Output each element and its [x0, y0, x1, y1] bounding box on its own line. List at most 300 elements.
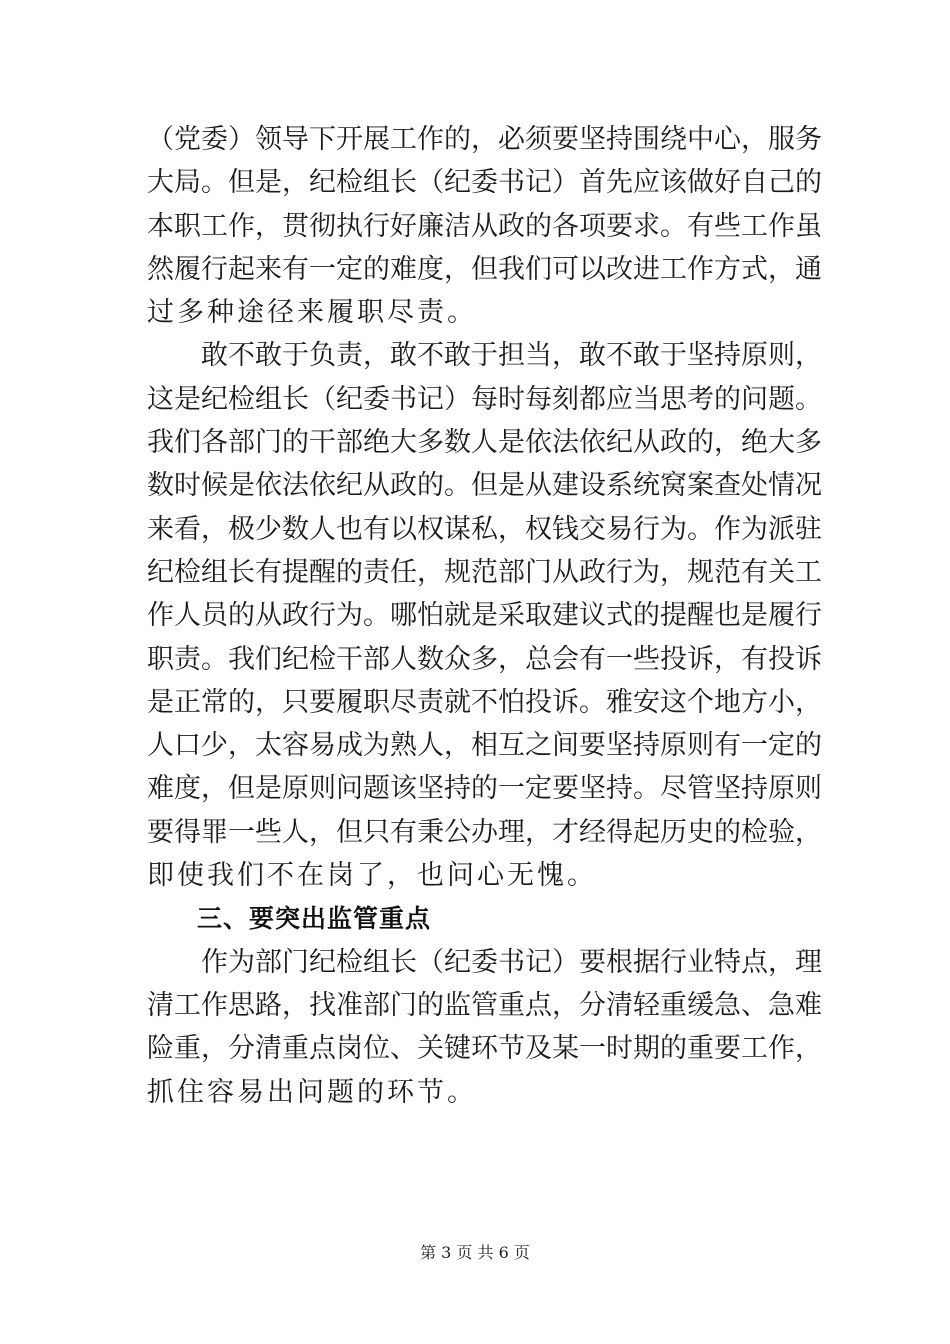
text-char: 是 [174, 383, 201, 415]
text-char: 做 [687, 167, 714, 199]
text-char: 难 [795, 989, 822, 1021]
text-char: 当 [525, 340, 552, 372]
text-char: 原 [741, 340, 768, 372]
text-char: 坚 [417, 773, 444, 805]
text-char: ， [498, 643, 525, 675]
text-char: 定 [336, 253, 363, 285]
text-char: 来 [147, 513, 174, 545]
text-char: 从 [255, 600, 282, 632]
text-char: 要 [579, 946, 606, 978]
text-char: 的 [795, 167, 822, 199]
text-char: 首 [579, 167, 606, 199]
text-char: 清 [606, 989, 633, 1021]
text-char: 。 [633, 773, 660, 805]
text-char: 多 [471, 643, 498, 675]
text-char: 持 [741, 773, 768, 805]
text-char: 坚 [579, 124, 606, 155]
text-char: 通 [795, 253, 822, 285]
text-char: 范 [471, 556, 498, 588]
text-char: 一 [309, 253, 336, 285]
text-char: 互 [498, 730, 525, 762]
text-char: 一 [606, 643, 633, 675]
text-char: 于 [660, 340, 687, 372]
text-char: 门 [282, 946, 309, 978]
text-char: ， [714, 427, 741, 459]
text-char: 敢 [444, 340, 471, 372]
text-char: 经 [579, 816, 606, 848]
text-char: 式 [606, 600, 633, 632]
text-char: 考 [687, 383, 714, 415]
text-char: 部 [363, 989, 390, 1021]
text-char: 每 [525, 383, 552, 415]
text-char: 要 [309, 686, 336, 718]
text-char: 组 [201, 556, 228, 588]
text-char: 依 [255, 470, 282, 502]
text-char: ） [552, 167, 579, 199]
text-char: 度 [417, 253, 444, 285]
text-char: 责 [336, 340, 363, 372]
text-char: 以 [579, 253, 606, 285]
text-char: 都 [579, 383, 606, 415]
text-char: 理 [795, 946, 822, 978]
text-char: 敢 [633, 340, 660, 372]
text-char: 法 [282, 470, 309, 502]
text-char: 从 [552, 556, 579, 588]
text-char: 刻 [552, 383, 579, 415]
text-char: 期 [633, 1033, 660, 1065]
text-char: 干 [336, 643, 363, 675]
text-line [147, 508, 822, 551]
text-char: 的 [417, 470, 444, 502]
text-char: 好 [390, 210, 417, 242]
text-char: 记 [417, 383, 444, 415]
text-char: 门 [390, 989, 417, 1021]
text-char: 驻 [795, 513, 822, 545]
text-char: （ [417, 167, 444, 199]
text-char: 太 [255, 730, 282, 762]
text-char: 之 [525, 730, 552, 762]
text-char: 要 [714, 1033, 741, 1065]
text-char: 方 [741, 686, 768, 718]
text-char: 熟 [390, 730, 417, 762]
section-heading: 三、要突出监管重点 [197, 904, 432, 934]
text-char: 工 [390, 124, 417, 155]
text-char: 行 [309, 600, 336, 632]
text-char: 组 [363, 167, 390, 199]
text-line [147, 941, 822, 984]
text-char: 的 [282, 427, 309, 459]
text-char: 。 [660, 210, 687, 242]
text-char: 政 [282, 600, 309, 632]
text-char: 部 [498, 556, 525, 588]
text-char: 有 [579, 643, 606, 675]
text-char: 履 [174, 253, 201, 285]
text-char: 哪 [390, 600, 417, 632]
text-char: 为 [363, 730, 390, 762]
text-char: 作 [228, 210, 255, 242]
text-line [147, 205, 822, 248]
text-char: 组 [363, 946, 390, 978]
text-char: 监 [444, 989, 471, 1021]
text-line [147, 594, 822, 637]
text-line: 过多种途径来履职尽责。 [147, 297, 477, 329]
text-char: 人 [471, 427, 498, 459]
text-char: ， [417, 556, 444, 588]
text-char: 执 [336, 210, 363, 242]
text-char: ， [309, 816, 336, 848]
text-char: 谋 [444, 513, 471, 545]
text-char: 则 [795, 773, 822, 805]
text-char: ， [525, 816, 552, 848]
text-char: 才 [552, 816, 579, 848]
text-char: 准 [336, 989, 363, 1021]
text-char: 轻 [633, 989, 660, 1021]
text-char: 先 [606, 167, 633, 199]
text-char: 纪 [309, 946, 336, 978]
text-char: 提 [660, 600, 687, 632]
text-char: 敢 [201, 340, 228, 372]
text-char: 思 [228, 989, 255, 1021]
text-char: 。 [444, 470, 471, 502]
text-char: 的 [336, 556, 363, 588]
text-char: 常 [201, 686, 228, 718]
text-char: 然 [147, 253, 174, 285]
text-char: 的 [444, 124, 471, 155]
text-char: 行 [795, 600, 822, 632]
text-char: 险 [147, 1033, 174, 1065]
text-char: 就 [444, 600, 471, 632]
text-char: 人 [147, 730, 174, 762]
text-char: 责 [363, 556, 390, 588]
text-char: 某 [552, 1033, 579, 1065]
text-char: 持 [444, 773, 471, 805]
text-char: 是 [471, 600, 498, 632]
text-char: 部 [228, 427, 255, 459]
text-char: 况 [795, 470, 822, 502]
paragraph-2 [147, 334, 822, 897]
text-char: 纪 [282, 643, 309, 675]
text-char: 则 [687, 730, 714, 762]
text-char: 少 [255, 513, 282, 545]
text-char: 诉 [687, 643, 714, 675]
text-char: 交 [579, 513, 606, 545]
text-char: 一 [579, 1033, 606, 1065]
text-line [147, 1027, 822, 1070]
text-char: 急 [768, 989, 795, 1021]
text-char: 长 [390, 946, 417, 978]
text-char: ， [444, 253, 471, 285]
text-char: 导 [282, 124, 309, 155]
text-line [147, 248, 822, 291]
text-char: 公 [444, 816, 471, 848]
text-char: 的 [417, 989, 444, 1021]
text-char: 政 [660, 427, 687, 459]
text-char: 项 [579, 210, 606, 242]
text-char: ， [363, 340, 390, 372]
text-char: 投 [660, 643, 687, 675]
text-char: 从 [525, 470, 552, 502]
text-char: 处 [741, 470, 768, 502]
text-char: 工 [174, 989, 201, 1021]
text-char: ， [282, 167, 309, 199]
text-char: 职 [174, 210, 201, 242]
text-char: 议 [579, 600, 606, 632]
text-line [147, 161, 822, 204]
text-char: 候 [201, 470, 228, 502]
text-char: 书 [498, 946, 525, 978]
text-char: 节 [498, 1033, 525, 1065]
text-char: 作 [714, 513, 741, 545]
text-char: 会 [552, 643, 579, 675]
text-char: 持 [606, 124, 633, 155]
text-char: 开 [336, 124, 363, 155]
text-char: 检 [228, 383, 255, 415]
text-char: 于 [282, 340, 309, 372]
text-char: 历 [660, 816, 687, 848]
text-char: 政 [498, 210, 525, 242]
text-char: 派 [768, 513, 795, 545]
text-char: 难 [390, 253, 417, 285]
text-char: 的 [471, 773, 498, 805]
text-char: 己 [768, 167, 795, 199]
text-char: 数 [282, 513, 309, 545]
text-char: 绕 [660, 124, 687, 155]
text-char: 起 [228, 253, 255, 285]
text-char: 规 [687, 556, 714, 588]
text-char: 有 [255, 556, 282, 588]
text-char: 书 [390, 383, 417, 415]
text-char: 负 [309, 340, 336, 372]
text-char: 坚 [714, 773, 741, 805]
text-char: 彻 [309, 210, 336, 242]
text-char: 部 [255, 946, 282, 978]
text-char: 行 [660, 946, 687, 978]
text-char: 相 [471, 730, 498, 762]
text-char: 罪 [201, 816, 228, 848]
text-char: 。 [795, 383, 822, 415]
text-char: 要 [579, 730, 606, 762]
text-char: 得 [174, 816, 201, 848]
text-char: 是 [741, 600, 768, 632]
text-line [147, 724, 822, 767]
text-char: 作 [201, 946, 228, 978]
text-char: 成 [336, 730, 363, 762]
text-char: ， [228, 730, 255, 762]
text-char: 但 [471, 253, 498, 285]
text-char: ， [282, 989, 309, 1021]
text-char: 工 [795, 556, 822, 588]
text-char: 们 [174, 427, 201, 459]
text-char: 以 [390, 513, 417, 545]
text-char: 重 [687, 1033, 714, 1065]
text-char: 就 [444, 686, 471, 718]
text-char: 安 [633, 686, 660, 718]
text-char: 持 [714, 340, 741, 372]
text-char: ， [714, 643, 741, 675]
text-line: 即使我们不在岗了，也问心无愧。 [147, 860, 597, 892]
text-char: 岗 [336, 1033, 363, 1065]
text-char: 找 [309, 989, 336, 1021]
text-char: 只 [282, 686, 309, 718]
text-char: 人 [417, 730, 444, 762]
text-char: 只 [363, 816, 390, 848]
text-char: ， [795, 816, 822, 848]
text-char: ， [795, 1033, 822, 1065]
text-char: 长 [228, 556, 255, 588]
text-char: 题 [768, 383, 795, 415]
text-char: 从 [363, 470, 390, 502]
text-char: ， [660, 556, 687, 588]
text-char: ， [255, 210, 282, 242]
text-char: 的 [228, 686, 255, 718]
text-char: 行 [201, 253, 228, 285]
text-char: 纪 [336, 470, 363, 502]
text-char: 易 [606, 513, 633, 545]
text-char: 建 [552, 470, 579, 502]
text-char: 思 [660, 383, 687, 415]
text-char: ， [795, 686, 822, 718]
text-char: 的 [633, 600, 660, 632]
text-char: 为 [228, 946, 255, 978]
text-char: 据 [633, 946, 660, 978]
text-char: 得 [606, 816, 633, 848]
text-char: 重 [282, 1033, 309, 1065]
text-char: 这 [147, 383, 174, 415]
text-char: 必 [498, 124, 525, 155]
text-char: 的 [795, 730, 822, 762]
text-char: 局 [174, 167, 201, 199]
text-char: 但 [228, 773, 255, 805]
text-char: ， [741, 124, 768, 155]
text-char: 可 [552, 253, 579, 285]
text-char: 提 [282, 556, 309, 588]
text-char: 应 [633, 167, 660, 199]
text-line [147, 421, 822, 464]
text-char: 纪 [201, 383, 228, 415]
text-char: 怕 [417, 600, 444, 632]
text-char: 任 [390, 556, 417, 588]
text-char: （ [147, 124, 174, 155]
text-char: 则 [309, 773, 336, 805]
text-char: 看 [174, 513, 201, 545]
text-char: 题 [363, 773, 390, 805]
text-char: 于 [471, 340, 498, 372]
text-char: 绝 [363, 427, 390, 459]
text-char: 为 [660, 513, 687, 545]
text-char: 极 [228, 513, 255, 545]
text-char: 人 [282, 816, 309, 848]
text-char: 原 [660, 730, 687, 762]
text-char: 诉 [795, 643, 822, 675]
text-char: 我 [147, 427, 174, 459]
text-char: 每 [471, 383, 498, 415]
text-line [147, 118, 822, 161]
text-char: 关 [417, 1033, 444, 1065]
text-char: 担 [498, 340, 525, 372]
text-char: 有 [282, 253, 309, 285]
text-char: 虽 [795, 210, 822, 242]
text-char: 钱 [552, 513, 579, 545]
text-char: 问 [741, 383, 768, 415]
text-char: 为 [741, 513, 768, 545]
text-char: 业 [687, 946, 714, 978]
text-char: 责 [174, 643, 201, 675]
text-char: 委 [363, 383, 390, 415]
text-char: 委 [471, 167, 498, 199]
page-footer: 第 3 页 共 6 页 [420, 1243, 530, 1262]
text-char: ， [552, 340, 579, 372]
text-char: 我 [228, 643, 255, 675]
document-body [147, 118, 822, 1114]
text-char: 部 [363, 643, 390, 675]
text-char: 投 [768, 643, 795, 675]
text-char: 求 [633, 210, 660, 242]
text-char: 法 [552, 427, 579, 459]
text-char: 些 [714, 210, 741, 242]
text-char: 员 [201, 600, 228, 632]
text-char: 一 [741, 730, 768, 762]
text-char: 大 [768, 427, 795, 459]
text-char: 清 [255, 1033, 282, 1065]
text-char: 围 [633, 124, 660, 155]
text-char: 绝 [741, 427, 768, 459]
text-char: 时 [498, 383, 525, 415]
text-char: ） [444, 383, 471, 415]
text-char: 作 [687, 253, 714, 285]
text-char: （ [417, 946, 444, 978]
text-char: 急 [714, 989, 741, 1021]
text-char: 不 [417, 340, 444, 372]
text-line [147, 767, 822, 810]
text-char: 的 [714, 816, 741, 848]
text-char: 须 [525, 124, 552, 155]
text-char: 不 [471, 686, 498, 718]
text-char: 纪 [606, 427, 633, 459]
text-char: 要 [552, 773, 579, 805]
text-char: 的 [363, 253, 390, 285]
text-char: 正 [174, 686, 201, 718]
text-char: ） [552, 946, 579, 978]
text-char: 是 [498, 470, 525, 502]
text-char: 各 [552, 210, 579, 242]
text-char: 本 [147, 210, 174, 242]
text-char: 口 [174, 730, 201, 762]
text-char: 有 [390, 816, 417, 848]
text-char: 是 [228, 470, 255, 502]
text-char: 大 [147, 167, 174, 199]
text-char: 史 [687, 816, 714, 848]
text-char: 雅 [606, 686, 633, 718]
text-char: 是 [147, 686, 174, 718]
text-char: 应 [606, 383, 633, 415]
text-char: 务 [795, 124, 822, 155]
text-char: 缓 [687, 989, 714, 1021]
text-char: 点 [741, 946, 768, 978]
text-char: 依 [309, 470, 336, 502]
text-char: 敢 [579, 340, 606, 372]
text-char: 是 [255, 773, 282, 805]
text-char: 要 [606, 210, 633, 242]
text-char: 众 [444, 643, 471, 675]
text-char: 书 [498, 167, 525, 199]
text-char: 权 [417, 513, 444, 545]
text-char: 作 [768, 210, 795, 242]
text-char: 有 [714, 730, 741, 762]
text-char: 为 [633, 556, 660, 588]
text-char: 门 [255, 427, 282, 459]
text-char: 醒 [687, 600, 714, 632]
text-char: 起 [633, 816, 660, 848]
